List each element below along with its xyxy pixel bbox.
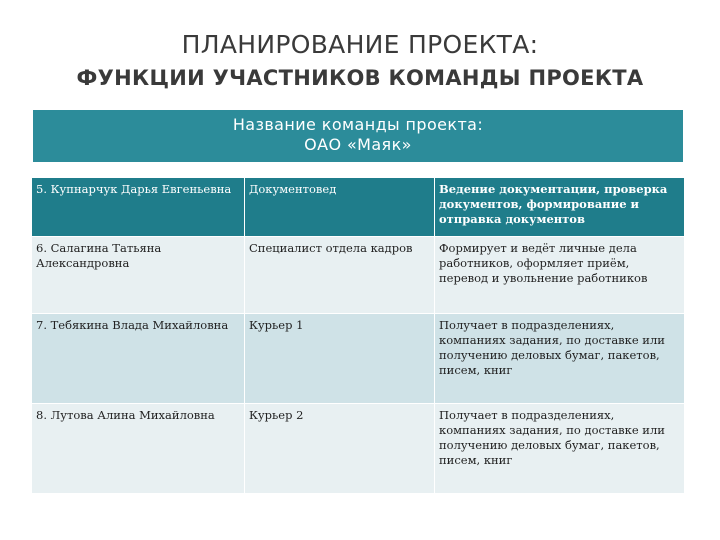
roles-table: [31, 177, 685, 494]
member-role: Специалист отдела кадров: [245, 237, 435, 314]
member-name: 5. Купнарчук Дарья Евгеньевна: [32, 178, 245, 237]
table-row: [32, 314, 685, 404]
member-name: 7. Тебякина Влада Михайловна: [32, 314, 245, 404]
member-duties: Получает в подразделениях, компаниях задания, по доставке или получению деловых бумаг, пакетов, писем, книг: [435, 314, 685, 404]
member-duties: Ведение документации, проверка документов, формирование и отправка документов: [435, 178, 685, 237]
member-duties: Получает в подразделениях, компаниях задания, по доставке или получению деловых бумаг, пакетов, писем, книг: [435, 404, 685, 494]
slide-title: ПЛАНИРОВАНИЕ ПРОЕКТА:: [181, 30, 539, 59]
member-name: 6. Салагина Татьяна Александровна: [32, 237, 245, 314]
member-role: Курьер 1: [245, 314, 435, 404]
member-name: 8. Лутова Алина Михайловна: [32, 404, 245, 494]
member-role: Курьер 2: [245, 404, 435, 494]
table-row: [32, 237, 685, 314]
team-name: ОАО «Маяк»: [304, 135, 412, 154]
slide-subtitle: ФУНКЦИИ УЧАСТНИКОВ КОМАНДЫ ПРОЕКТА: [76, 66, 644, 90]
member-role: Документовед: [245, 178, 435, 237]
table-row: [32, 178, 685, 237]
team-name-banner: [33, 110, 683, 162]
member-duties: Формирует и ведёт личные дела работников, оформляет приём, перевод и увольнение работников: [435, 237, 685, 314]
table-row: [32, 404, 685, 494]
team-label: Название команды проекта:: [232, 115, 484, 134]
